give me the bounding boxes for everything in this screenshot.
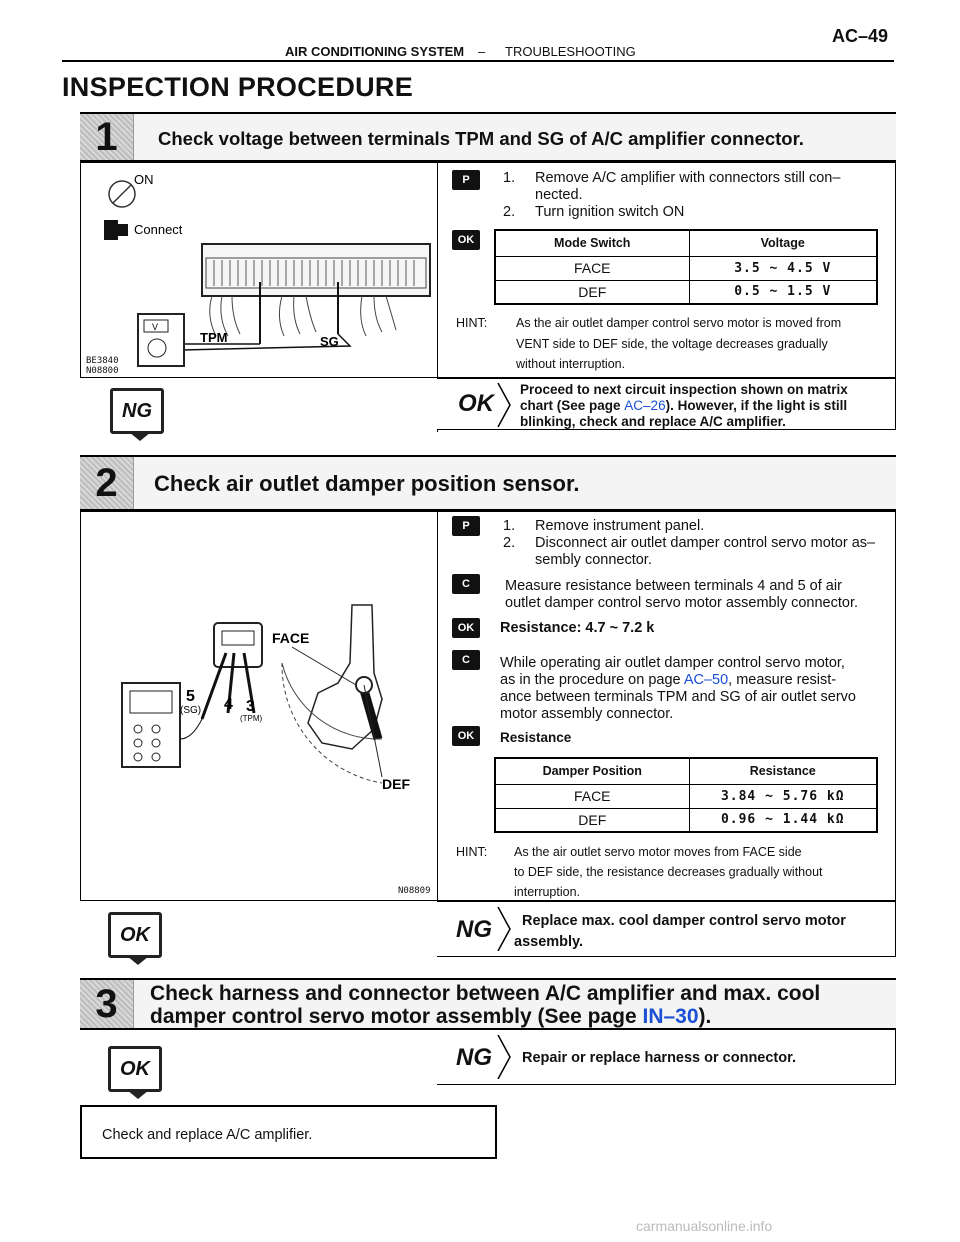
step1-table-header-mode: Mode Switch — [495, 230, 689, 256]
step1-bar — [80, 112, 896, 162]
step2-resistance-table — [494, 757, 878, 833]
step2-fig-t5: 5 — [186, 688, 195, 705]
step1-prep-1-cont: nected. — [535, 187, 583, 203]
header-subsection: TROUBLESHOOTING — [505, 44, 636, 59]
step3-number: 3 — [80, 980, 134, 1028]
step1-hint-line1: As the air outlet damper control servo motor is moved from — [516, 316, 842, 330]
step2-table-def: DEF — [495, 808, 689, 832]
step1-prep-2: Turn ignition switch ON — [535, 204, 685, 220]
step2-result-line1: Replace max. cool damper control servo motor — [522, 913, 846, 929]
step2-table-face: FACE — [495, 784, 689, 808]
step2-prep-2: Disconnect air outlet damper control servo motor as– — [535, 535, 876, 551]
step2-check2-line4: motor assembly connector. — [500, 706, 674, 722]
step2-check1-tag: C — [452, 574, 480, 594]
step1-prep-2-num: 2. — [503, 204, 516, 220]
step2-hint-line1: As the air outlet servo motor moves from FACE side — [514, 845, 802, 859]
step2-ng-arrow-label: NG — [456, 916, 492, 943]
step2-bar — [80, 455, 896, 511]
step1-fig-code1: BE3840 — [86, 356, 119, 366]
step2-hint-label: HINT: — [456, 845, 488, 859]
step2-check2-line3: ance between terminals TPM and SG of air outlet servo — [500, 689, 856, 705]
step1-table-face: FACE — [495, 256, 689, 280]
step1-prep-tag: P — [452, 170, 480, 190]
step1-result-line1: Proceed to next circuit inspection shown on matrix — [520, 382, 848, 397]
step2-ok1-resistance: Resistance: 4.7 ~ 7.2 k — [500, 620, 655, 636]
step1-fig-connect-label: Connect — [134, 222, 183, 237]
step3-title-line2-post: ). — [698, 1005, 712, 1028]
step2-fig-code: N08809 — [398, 886, 431, 896]
header-rule — [62, 60, 894, 62]
step3-title-line1: Check harness and connector between A/C amplifier and max. cool — [150, 982, 821, 1005]
step2-table-header-position: Damper Position — [495, 758, 689, 784]
step2-fig-face-label: FACE — [272, 630, 310, 646]
step1-fig-sg-label: SG — [320, 334, 339, 349]
step3-page-link[interactable]: IN–30 — [642, 1005, 699, 1028]
header-separator: – — [478, 44, 486, 59]
step2-prep-tag: P — [452, 516, 480, 536]
step1-result-line2-post: ). However, if the light is still — [665, 398, 848, 413]
step1-fig-tpm-label: TPM — [200, 330, 228, 345]
step1-table-def: DEF — [495, 280, 689, 304]
step1-result-line2-pre: chart (See page — [520, 398, 625, 413]
step1-table-header-voltage: Voltage — [689, 230, 877, 256]
step2-fig-t3: 3 — [246, 698, 255, 715]
step1-prep-1: Remove A/C amplifier with connectors still con– — [535, 170, 841, 186]
final-action: Check and replace A/C amplifier. — [102, 1127, 313, 1143]
step2-table-def-resistance: 0.96 ~ 1.44 kΩ — [689, 808, 877, 832]
step1-table-def-voltage: 0.5 ~ 1.5 V — [689, 280, 877, 304]
step2-fig-def-label: DEF — [382, 776, 410, 792]
step2-table-face-resistance: 3.84 ~ 5.76 kΩ — [689, 784, 877, 808]
step2-page-link[interactable]: AC–50 — [683, 672, 729, 688]
page-title: INSPECTION PROCEDURE — [62, 72, 414, 102]
step2-sensor-figure — [82, 513, 434, 899]
step2-ok1-tag: OK — [452, 618, 480, 638]
step2-check2-line1: While operating air outlet damper control servo motor, — [500, 655, 845, 671]
step1-wiring-figure — [82, 164, 434, 376]
step1-number: 1 — [80, 114, 134, 160]
step2-prep-2-num: 2. — [503, 535, 516, 551]
step1-result-line2 — [520, 397, 847, 414]
step1-ok-arrow-label: OK — [458, 390, 494, 417]
step2-ok-badge: OK — [108, 912, 162, 958]
step2-number: 2 — [80, 457, 134, 509]
step3-title-line2 — [150, 1005, 711, 1028]
step2-check1-line2: outlet damper control servo motor assembly connector. — [505, 595, 858, 611]
step2-check2-line2-post: , measure resist- — [728, 672, 837, 688]
step1-title: Check voltage between terminals TPM and SG of A/C amplifier connector. — [158, 128, 804, 149]
step1-ok-tag: OK — [452, 230, 480, 250]
step2-ok2-label: Resistance — [500, 730, 572, 745]
step2-check2-tag: C — [452, 650, 480, 670]
step1-voltage-table — [494, 229, 878, 305]
step1-table-face-voltage: 3.5 ~ 4.5 V — [689, 256, 877, 280]
step2-table-header-resistance: Resistance — [689, 758, 877, 784]
step3-chevron-icon — [496, 1035, 512, 1079]
step2-title: Check air outlet damper position sensor. — [154, 471, 580, 496]
step2-check2-line2-pre: as in the procedure on page — [500, 672, 684, 688]
step2-prep-1: Remove instrument panel. — [535, 518, 705, 534]
step2-fig-sg: (SG) — [180, 705, 202, 716]
step1-fig-code2: N08800 — [86, 366, 119, 376]
step2-result-line2: assembly. — [514, 934, 584, 950]
step2-prep-2-cont: sembly connector. — [535, 552, 652, 568]
step1-page-link[interactable]: AC–26 — [624, 398, 666, 413]
step3-bar — [80, 978, 896, 1030]
step1-hint-line3: without interruption. — [516, 357, 626, 371]
step1-chevron-icon — [496, 383, 512, 427]
step1-hint-label: HINT: — [456, 316, 488, 330]
step2-prep-1-num: 1. — [503, 518, 516, 534]
step3-result: Repair or replace harness or connector. — [522, 1050, 796, 1066]
step2-hint-line3: interruption. — [514, 885, 581, 899]
step2-hint-line2: to DEF side, the resistance decreases gradually without — [514, 865, 823, 879]
step1-result-line3: blinking, check and replace A/C amplifier. — [520, 414, 786, 429]
header-section: AIR CONDITIONING SYSTEM — [285, 44, 465, 59]
step2-check2-line2 — [500, 672, 836, 689]
step3-ok-badge: OK — [108, 1046, 162, 1092]
step2-chevron-icon — [496, 907, 512, 951]
step1-fig-meter-label: V — [152, 322, 159, 332]
step1-prep-1-num: 1. — [503, 170, 516, 186]
step1-fig-on-label: ON — [134, 172, 154, 187]
step2-check1-line1: Measure resistance between terminals 4 and 5 of air — [505, 578, 842, 594]
step3-ng-arrow-label: NG — [456, 1044, 492, 1071]
step1-hint-line2: VENT side to DEF side, the voltage decreases gradually — [516, 337, 828, 351]
step3-title-line2-pre: damper control servo motor assembly (See page — [150, 1005, 643, 1028]
watermark: carmanualsonline.info — [636, 1218, 773, 1234]
step2-ok2-tag: OK — [452, 726, 480, 746]
page-number: AC–49 — [832, 26, 889, 46]
step2-divider — [437, 511, 438, 956]
step2-fig-tpm: (TPM) — [240, 714, 263, 723]
step1-ng-badge: NG — [110, 388, 164, 434]
step2-fig-t4: 4 — [224, 696, 233, 713]
